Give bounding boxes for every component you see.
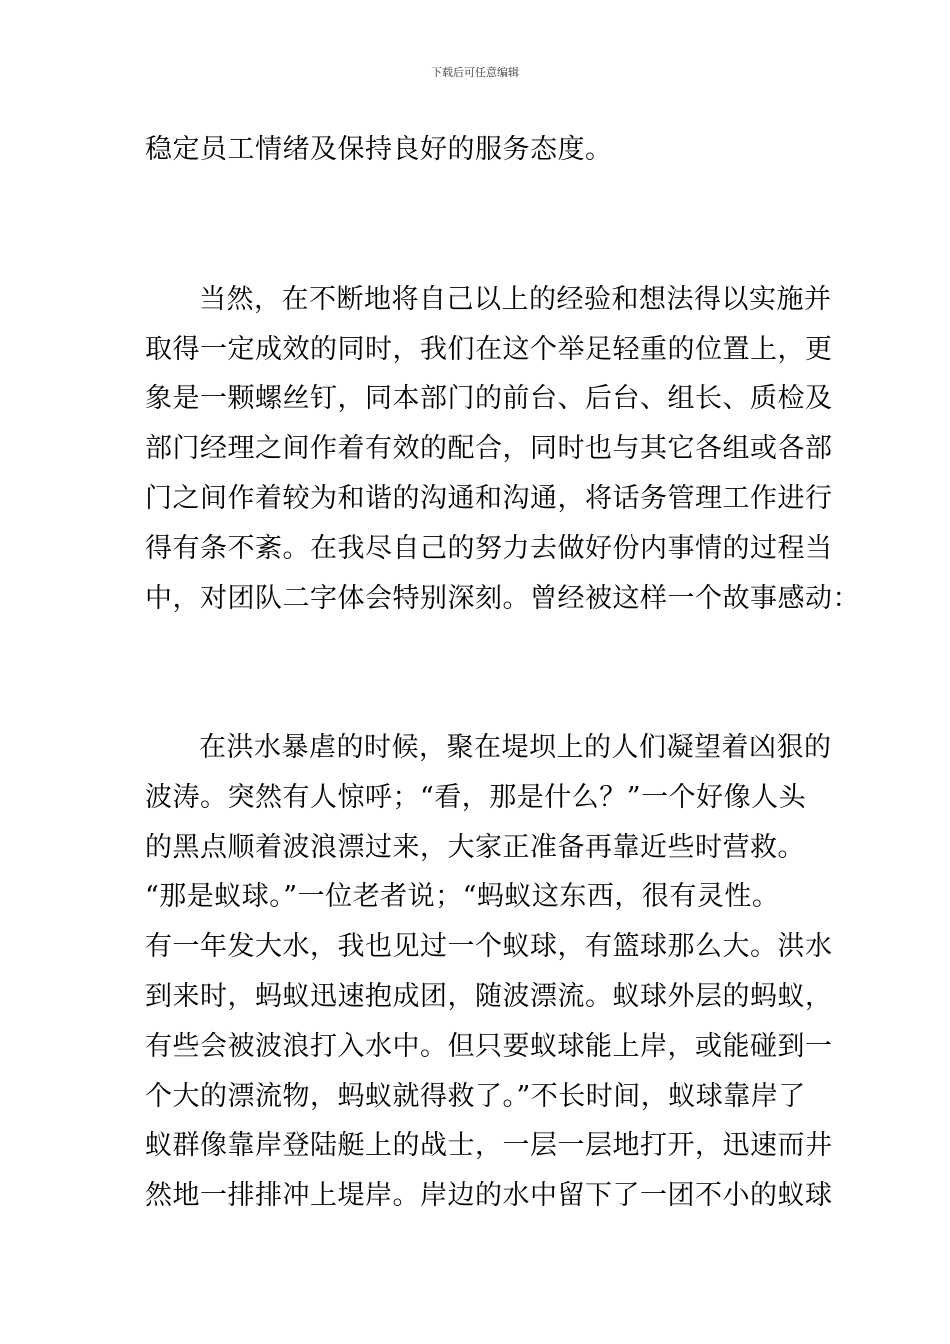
page-header-note: 下载后可任意编辑 [431, 66, 519, 79]
paragraph-3-line-10: 然地一排排冲上堤岸。岸边的水中留下了一团不小的蚁球 [145, 1180, 833, 1211]
paragraph-2-line-7: 中，对团队二字体会特别深刻。曾经被这样一个故事感动： [145, 583, 860, 614]
paragraph-3-line-1: 在洪水暴虐的时候，聚在堤坝上的人们凝望着凶狠的 [199, 732, 832, 763]
paragraph-3-line-5: 有一年发大水，我也见过一个蚁球，有篮球那么大。洪水 [145, 931, 833, 962]
paragraph-3-line-3: 的黑点顺着波浪漂过来，大家正准备再靠近些时营救。 [145, 832, 805, 863]
paragraph-3-line-2: 波涛。突然有人惊呼；“看，那是什么？”一个好像人头 [145, 782, 807, 813]
paragraph-2-line-3: 象是一颗螺丝钉，同本部门的前台、后台、组长、质检及 [145, 383, 833, 414]
paragraph-3-line-4: “那是蚁球。”一位老者说；“蚂蚁这东西，很有灵性。 [145, 881, 780, 912]
paragraph-1-line-1: 稳定员工情绪及保持良好的服务态度。 [145, 134, 613, 165]
paragraph-2-line-5: 门之间作着较为和谐的沟通和沟通，将话务管理工作进行 [145, 483, 833, 514]
paragraph-2-line-2: 取得一定成效的同时，我们在这个举足轻重的位置上，更 [145, 334, 833, 365]
paragraph-2-line-6: 得有条不紊。在我尽自己的努力去做好份内事情的过程当 [145, 533, 833, 564]
paragraph-2-line-4: 部门经理之间作着有效的配合，同时也与其它各组或各部 [145, 433, 833, 464]
paragraph-3-line-6: 到来时，蚂蚁迅速抱成团，随波漂流。蚁球外层的蚂蚁， [145, 981, 833, 1012]
paragraph-3-line-7: 有些会被波浪打入水中。但只要蚁球能上岸，或能碰到一 [145, 1031, 833, 1062]
paragraph-3-line-9: 蚁群像靠岸登陆艇上的战士，一层一层地打开，迅速而井 [145, 1130, 833, 1161]
paragraph-3-line-8: 个大的漂流物，蚂蚁就得救了。”不长时间，蚁球靠岸了 [145, 1081, 806, 1112]
paragraph-2-line-1: 当然，在不断地将自己以上的经验和想法得以实施并 [199, 284, 832, 315]
